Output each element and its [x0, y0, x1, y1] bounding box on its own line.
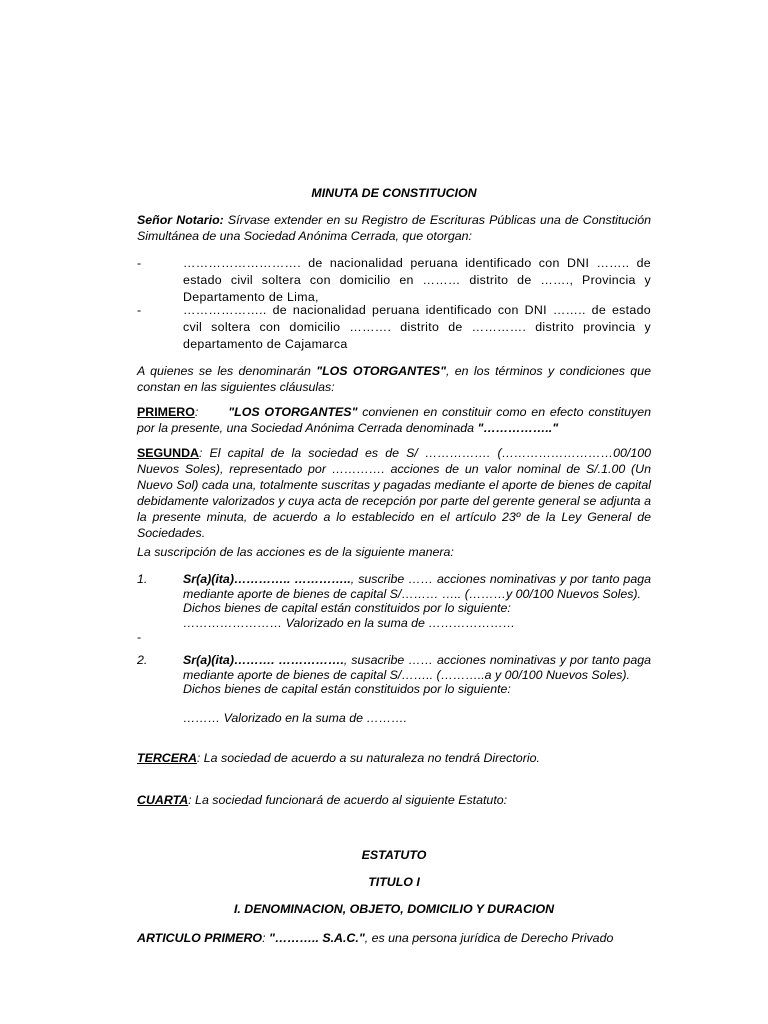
cuarta-text: : La sociedad funcionará de acuerdo al siguiente Estatuto:	[188, 793, 508, 807]
item-1-valor: …………………… Valorizado en la suma de …………………	[183, 615, 516, 630]
item-1-text: , suscribe …… acciones nominativas y por tanto paga mediante aporte de bienes de capital S/……… ….. (………y 00/100 Nuevos Soles).	[183, 572, 651, 601]
quienes-post: , en los términos y condiciones que constan en las siguientes cláusulas:	[137, 364, 651, 394]
primero-paragraph	[137, 404, 651, 436]
intro-paragraph	[137, 212, 651, 244]
primero-text: convienen en constituir como en efecto constituyen por la presente, una Sociedad Anónima Cerrada denominada	[137, 405, 651, 435]
articulo-name: "……….. S.A.C."	[268, 931, 365, 945]
item-2-number: 2.	[137, 653, 148, 667]
titulo-heading: TITULO I	[368, 875, 420, 889]
item-1-dash: -	[137, 630, 142, 644]
suscripcion-text: La suscripción de las acciones es de la siguiente manera:	[137, 545, 454, 559]
cuarta-paragraph	[137, 792, 651, 808]
otorgante-2-line-3: departamento de Cajamarca	[183, 337, 348, 351]
quienes-pre: A quienes se les denominarán	[137, 364, 317, 378]
estatuto-heading: ESTATUTO	[361, 848, 427, 862]
tercera-label: TERCERA	[137, 751, 197, 765]
quienes-bold: "LOS OTORGANTES"	[316, 364, 446, 378]
seccion-heading: I. DENOMINACION, OBJETO, DOMICILIO Y DURACION	[233, 902, 555, 916]
articulo-label: ARTICULO PRIMERO	[137, 931, 263, 945]
bullet-dash: -	[137, 256, 142, 270]
otorgante-2-line-1: ……………….. de nacionalidad peruana identificado con DNI …….. de estado	[183, 303, 651, 317]
item-2-name: Sr(a)(ita)………. …………….	[183, 653, 344, 667]
item-2-text: , susacribe …… acciones nominativas y por tanto paga mediante aporte de bienes de capital S/…….. (………..a y 00/100 Nuevos Soles).	[183, 653, 651, 682]
primero-name: "…………….."	[477, 421, 559, 435]
cuarta-label: CUARTA	[137, 793, 189, 807]
primero-label: PRIMERO	[137, 405, 195, 419]
articulo-sep: :	[262, 931, 269, 945]
intro-label: Señor Notario:	[137, 213, 224, 227]
item-1-bienes: Dichos bienes de capital están constituidos por lo siguiente:	[183, 601, 511, 615]
primero-sep: :	[194, 405, 199, 419]
segunda-text: : El capital de la sociedad es de S/ ……………. (………………………00/100 Nuevos Soles), representado por …………. acciones de un valor nominal de S/.1.00 (Un Nuevo Sol) cada una, totalmente suscritas y pagadas mediante el aporte de bienes de capital debidamente valorizados y cuya acta de recepción por parte del gerente general se adjunta a la presente minuta, de acuerdo a lo establecido en el artículo 23º de la Ley General de Sociedades.	[137, 446, 651, 540]
item-1-name: Sr(a)(ita)………….. …………..	[183, 572, 351, 586]
quienes-paragraph	[137, 363, 651, 395]
otorgante-2-line-2: cvil soltera con domicilio ………. distrito de …………. distrito provincia y	[183, 320, 651, 334]
bullet-dash: -	[137, 303, 142, 317]
segunda-label: SEGUNDA	[137, 446, 199, 460]
tercera-paragraph	[137, 750, 651, 766]
item-2-bienes: Dichos bienes de capital están constituidos por lo siguiente:	[183, 682, 511, 696]
otorgante-1-line-3: Departamento de Lima,	[183, 290, 319, 304]
otorgante-1-line-2: estado civil soltera con domicilio en ……… distrito de ……., Provincia y	[183, 273, 651, 287]
intro-text: Sírvase extender en su Registro de Escrituras Públicas una de Constitución Simultánea de una Sociedad Anónima Cerrada, que otorgan:	[137, 213, 651, 243]
tercera-text: : La sociedad de acuerdo a su naturaleza no tendrá Directorio.	[196, 751, 540, 765]
item-2-valor: ……… Valorizado en la suma de ……….	[183, 710, 408, 725]
item-1-number: 1.	[137, 572, 148, 586]
articulo-text: , es una persona jurídica de Derecho Privado	[364, 931, 614, 945]
segunda-paragraph	[137, 445, 651, 541]
primero-bold: "LOS OTORGANTES"	[228, 405, 358, 419]
articulo-primero	[137, 930, 651, 946]
document-title: MINUTA DE CONSTITUCION	[311, 186, 477, 200]
otorgante-1-line-1: ………………………. de nacionalidad peruana identificado con DNI …….. de	[183, 256, 651, 270]
